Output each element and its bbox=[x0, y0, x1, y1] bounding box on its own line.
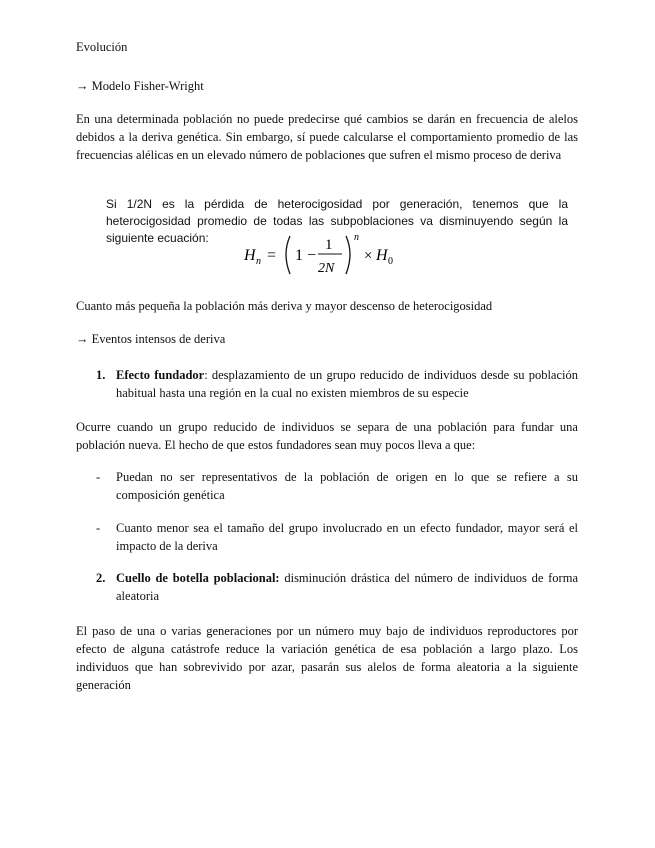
document-title: Evolución bbox=[76, 40, 128, 54]
eq-rhs: H bbox=[376, 247, 388, 264]
paragraph-cuello-botella: El paso de una o varias generaciones por un número muy bajo de individuos reproductores por efecto de alguna catástrofe reduce la variación genética de esa población a largo plazo. Los individuos que han sobrevivido por azar, pasarán sus alelos de forma aleatoria a la siguiente generación bbox=[76, 624, 578, 692]
bullet-dash: - bbox=[96, 521, 101, 535]
paragraph-fundadores: Ocurre cuando un grupo reducido de individuos se separa de una población para fundar una población nueva. El hecho de que estos fundadores sean muy pocos lleva a que: bbox=[76, 420, 578, 452]
list-item-body bbox=[116, 569, 578, 605]
bullet-dash: - bbox=[96, 470, 101, 484]
eq-minus: − bbox=[307, 247, 317, 264]
list-term: Cuello de botella poblacional: bbox=[116, 571, 280, 585]
section-heading-fisher-wright: → Modelo Fisher-Wright bbox=[76, 79, 204, 93]
list-description: : desplazamiento de un grupo reducido de individuos desde su población habitual hasta una región en la cual no existen miembros de su especie bbox=[116, 368, 578, 400]
eq-equals: = bbox=[267, 247, 277, 264]
section-heading-eventos: → Eventos intensos de deriva bbox=[76, 332, 226, 346]
list-term: Efecto fundador bbox=[116, 368, 205, 382]
formula-description: Si 1/2N es la pérdida de heterocigosidad por generación, tenemos que la heterocigosidad promedio de todas las subpoblaciones va disminuyendo según la siguiente ecuación: bbox=[106, 197, 568, 245]
eq-left-paren bbox=[286, 236, 290, 274]
bullet-text: Cuanto menor sea el tamaño del grupo involucrado en un efecto fundador, mayor será el impacto de la deriva bbox=[116, 521, 578, 553]
eq-exponent: n bbox=[354, 232, 359, 243]
list-description: disminución drástica del número de individuos de forma aleatoria bbox=[116, 571, 578, 603]
list-number: 2. bbox=[96, 571, 106, 585]
eq-right-paren bbox=[346, 236, 350, 274]
eq-lhs: H bbox=[244, 247, 256, 264]
sentence-heterocigosidad: Cuanto más pequeña la población más deriva y mayor descenso de heterocigosidad bbox=[76, 299, 493, 313]
eq-rhs-subscript: 0 bbox=[388, 256, 393, 267]
eq-lhs-subscript: n bbox=[256, 256, 261, 267]
heterozygosity-equation bbox=[242, 230, 402, 278]
list-item-body bbox=[116, 366, 578, 402]
paragraph-deriva: En una determinada población no puede predecirse qué cambios se darán en frecuencia de alelos debidos a la deriva genética. Sin embargo, sí puede calcularse el comportamiento promedio de las frecuencias alélicas en un elevado número de poblaciones que sufren el mismo proceso de deriva bbox=[76, 112, 578, 162]
bullet-text: Puedan no ser representativos de la población de origen en lo que se refiere a su composición genética bbox=[116, 470, 578, 502]
list-number: 1. bbox=[96, 368, 106, 382]
eq-one: 1 bbox=[295, 247, 303, 264]
eq-times: × bbox=[364, 248, 373, 264]
eq-denominator: 2N bbox=[318, 261, 335, 276]
eq-numerator: 1 bbox=[325, 237, 333, 253]
